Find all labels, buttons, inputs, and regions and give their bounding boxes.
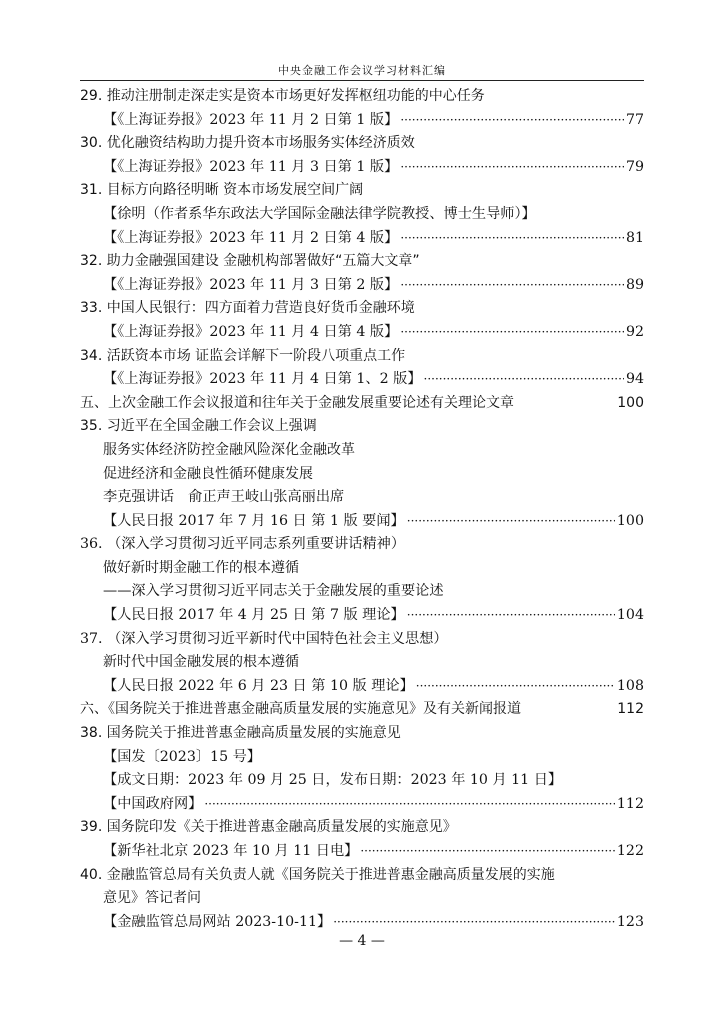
toc-entry-text: 李克强讲话 俞正声王岐山张高丽出席: [103, 489, 345, 506]
toc-entry-text: 【成文日期：2023 年 09 月 25 日，发布日期：2023 年 10 月 11 日】: [103, 772, 563, 789]
toc-entry-text: 【新华社北京 2023 年 10 月 11 日电】: [103, 843, 359, 859]
toc-entry-text: 【金融监管总局网站 2023-10-11】: [103, 913, 332, 930]
toc-entry: [80, 463, 644, 487]
toc-entry: [80, 227, 644, 251]
dot-leader: [400, 227, 624, 251]
toc-entry: [80, 793, 644, 817]
toc-entry-text: 38. 国务院关于推进普惠金融高质量发展的实施意见: [80, 725, 401, 742]
toc-entry-text: 【人民日报 2017 年 7 月 16 日 第 1 版 要闻】: [103, 512, 405, 529]
toc-entry: [80, 722, 644, 746]
toc-entry: [80, 203, 644, 227]
toc-entry-text: 30. 优化融资结构助力提升资本市场服务实体经济质效: [80, 135, 415, 152]
toc-entry: [80, 746, 644, 770]
toc-entry-text: ——深入学习贯彻习近平同志关于金融发展的重要论述: [103, 583, 444, 600]
toc-entry-text: 【人民日报 2017 年 4 月 25 日 第 7 版 理论】: [103, 607, 405, 624]
toc-page-number: 112: [616, 795, 644, 812]
toc-page-number: 79: [625, 158, 644, 175]
toc-entry: [80, 345, 644, 369]
toc-entry: [80, 321, 644, 345]
toc-entry: [80, 628, 644, 652]
toc-entry: [80, 179, 644, 203]
dot-leader: [360, 840, 615, 864]
dot-leader: [416, 675, 615, 699]
toc-page-number: 94: [625, 371, 644, 388]
dot-leader: [204, 793, 615, 817]
toc-entry: [80, 651, 644, 675]
toc-page-number: 81: [625, 229, 644, 246]
toc-entry: [80, 132, 644, 156]
toc-entry: [80, 415, 644, 439]
toc-entry-text: 新时代中国金融发展的根本遵循: [103, 654, 299, 671]
toc-entry: [80, 156, 644, 180]
running-header: 中央金融工作会议学习材料汇编: [278, 64, 446, 77]
toc-entry: [80, 274, 644, 298]
toc-entry-text: 【《上海证券报》2023 年 11 月 4 日第 1、2 版】: [103, 371, 422, 388]
header-rule: [80, 80, 644, 81]
toc-entry-text: 【人民日报 2022 年 6 月 23 日 第 10 版 理论】: [103, 677, 414, 694]
toc-entry-text: 【中国政府网】: [103, 795, 203, 812]
toc-entry: [80, 769, 644, 793]
toc-page-number: 92: [625, 323, 644, 340]
toc-page-number: 112: [617, 701, 644, 718]
toc-entry: [80, 557, 644, 581]
dot-leader: [400, 274, 624, 298]
toc-entry: [80, 864, 644, 888]
toc-page-number: 123: [616, 913, 644, 930]
toc-entry: [80, 698, 644, 722]
toc-page-number: 100: [616, 512, 644, 529]
toc-entry-text: 意见》答记者问: [103, 890, 201, 907]
toc-entry-text: 六、《国务院关于推进普惠金融高质量发展的实施意见》及有关新闻报道: [80, 701, 521, 718]
page-number: — 4 —: [339, 933, 385, 949]
toc-page-number: 89: [625, 276, 644, 293]
toc-entry: [80, 297, 644, 321]
dot-leader: [407, 510, 615, 534]
toc-entry: [80, 85, 644, 109]
toc-entry-text: 做好新时期金融工作的根本遵循: [103, 559, 299, 576]
toc-entry-text: 服务实体经济防控金融风险深化金融改革: [103, 441, 355, 458]
dot-leader: [400, 321, 624, 345]
table-of-contents: [80, 85, 644, 934]
toc-entry-text: 【《上海证券报》2023 年 11 月 2 日第 1 版】: [103, 111, 399, 128]
toc-entry: [80, 604, 644, 628]
toc-entry-text: 34. 活跃资本市场 证监会详解下一阶段八项重点工作: [80, 347, 406, 364]
toc-entry-text: 【《上海证券报》2023 年 11 月 4 日第 4 版】: [103, 323, 399, 340]
toc-entry: [80, 109, 644, 133]
toc-entry: [80, 816, 644, 840]
dot-leader: [407, 604, 615, 628]
toc-entry-text: 【国发〔2023〕15 号】: [103, 748, 261, 765]
toc-page-number: 104: [616, 607, 644, 624]
toc-entry-text: 29. 推动注册制走深走实是资本市场更好发挥枢纽功能的中心任务: [80, 88, 485, 104]
toc-entry: [80, 887, 644, 911]
toc-page-number: 100: [617, 394, 644, 411]
toc-entry: [80, 392, 644, 416]
toc-entry-text: 36. （深入学习贯彻习近平同志系列重要讲话精神）: [80, 536, 406, 553]
toc-entry: [80, 368, 644, 392]
toc-entry-text: 促进经济和金融良性循环健康发展: [103, 465, 313, 482]
toc-entry-text: 【徐明（作者系华东政法大学国际金融法律学院教授、博士生导师）】: [103, 205, 536, 222]
toc-entry-text: 五、上次金融工作会议报道和往年关于金融发展重要论述有关理论文章: [80, 394, 514, 411]
toc-entry-text: 37. （深入学习贯彻习近平新时代中国特色社会主义思想）: [80, 630, 448, 647]
dot-leader: [400, 109, 624, 133]
toc-entry-text: 31. 目标方向路径明晰 资本市场发展空间广阔: [80, 182, 364, 199]
dot-leader: [400, 156, 624, 180]
toc-entry-text: 【《上海证券报》2023 年 11 月 3 日第 2 版】: [103, 276, 399, 293]
toc-entry: [80, 486, 644, 510]
toc-page-number: 108: [616, 677, 644, 694]
toc-page-number: 122: [616, 843, 644, 859]
toc-entry-text: 40. 金融监管总局有关负责人就《国务院关于推进普惠金融高质量发展的实施: [80, 866, 555, 883]
toc-entry-text: 32. 助力金融强国建设 金融机构部署做好“五篇大文章”: [80, 253, 420, 270]
toc-entry: [80, 533, 644, 557]
toc-entry-text: 35. 习近平在全国金融工作会议上强调: [80, 418, 317, 435]
toc-entry-text: 33. 中国人民银行：四方面着力营造良好货币金融环境: [80, 300, 415, 317]
dot-leader: [333, 911, 615, 935]
toc-entry: [80, 510, 644, 534]
dot-leader: [424, 368, 624, 392]
toc-entry: [80, 250, 644, 274]
toc-page-number: 77: [625, 111, 644, 128]
toc-entry-text: 【《上海证券报》2023 年 11 月 3 日第 1 版】: [103, 158, 399, 175]
toc-entry: [80, 675, 644, 699]
toc-entry: [80, 580, 644, 604]
toc-entry-text: 39. 国务院印发《关于推进普惠金融高质量发展的实施意见》: [80, 819, 457, 836]
toc-entry-text: 【《上海证券报》2023 年 11 月 2 日第 4 版】: [103, 229, 399, 246]
toc-entry: [80, 439, 644, 463]
toc-entry: [80, 840, 644, 864]
toc-entry: [80, 911, 644, 935]
